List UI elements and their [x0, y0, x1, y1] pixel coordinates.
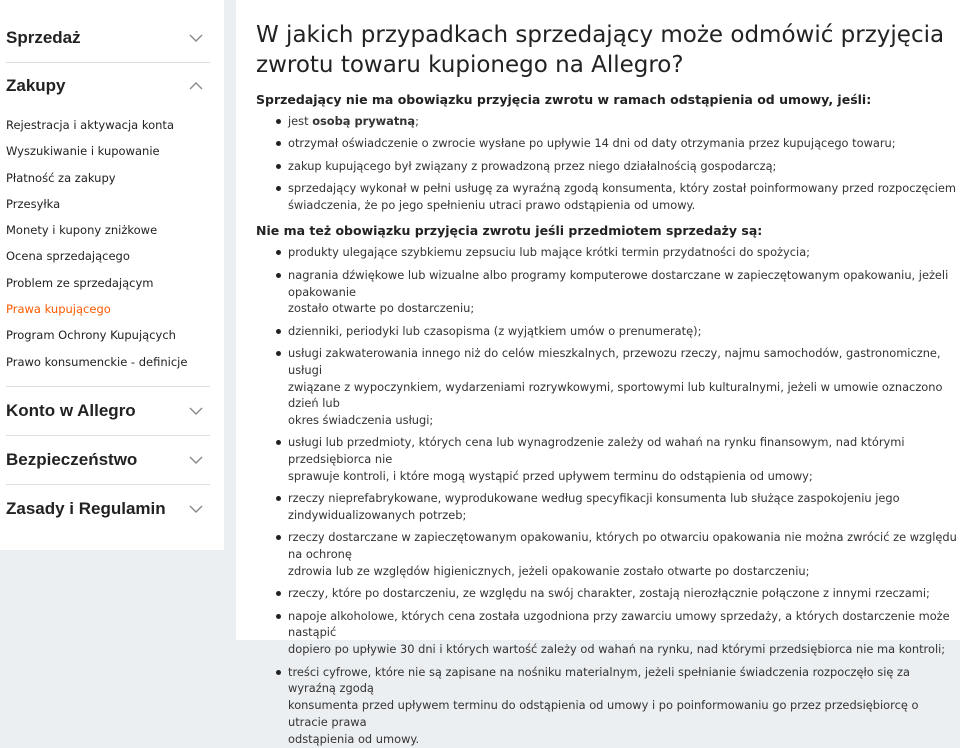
- chevron-down-icon: [188, 30, 204, 46]
- sidebar-section-label: Zakupy: [6, 76, 66, 95]
- article-content: [236, 0, 960, 746]
- list-item: nagrania dźwiękowe lub wizualne albo programy komputerowe dostarczane w zapieczętowanym opakowaniu, jeżeli opakowanie zostało otwarte po dostarczeniu;: [256, 267, 960, 317]
- list-item: [256, 113, 960, 130]
- sidebar-collapsed-sections: [6, 386, 210, 533]
- sidebar-item-monety[interactable]: Monety i kupony zniżkowe: [6, 223, 158, 238]
- sidebar-section-label: Sprzedaż: [6, 28, 81, 47]
- list-item: produkty ulegające szybkiemu zepsuciu lub mające krótki termin przydatności do spożycia;: [256, 244, 960, 261]
- sidebar-section-header-zakupy[interactable]: [6, 62, 210, 110]
- sidebar-item-platnosc[interactable]: Płatność za zakupy: [6, 170, 116, 185]
- page-title: W jakich przypadkach sprzedający może odmówić przyjęcia zwrotu towaru kupionego na Allegro?: [256, 22, 945, 78]
- list-item: zakup kupującego był związany z prowadzoną przez niego działalnością gospodarczą;: [256, 158, 960, 175]
- section-heading: Nie ma też obowiązku przyjęcia zwrotu jeśli przedmiotem sprzedaży są:: [256, 223, 763, 239]
- section-heading: Sprzedający nie ma obowiązku przyjęcia zwrotu w ramach odstąpienia od umowy, jeśli:: [256, 92, 872, 107]
- sidebar-item-prawo-konsumenckie[interactable]: Prawo konsumenckie - definicje: [6, 354, 188, 369]
- sidebar-sublist-zakupy: [6, 110, 210, 387]
- sidebar-section-zakupy: [6, 62, 210, 387]
- sidebar-item-problem[interactable]: Problem ze sprzedającym: [6, 275, 154, 290]
- list-item: treści cyfrowe, które nie są zapisane na nośniku materialnym, jeżeli spełnianie świadczenia rozpoczęło się za wyraźną zgodą konsumenta przed upływem terminu do odstąpienia od umowy i po poinformowaniu go przez przedsiębiorcę o utracie prawa odstąpienia od umowy.: [256, 664, 960, 748]
- list-item: rzeczy, które po dostarczeniu, ze względu na swój charakter, zostają nierozłącznie połączone z innymi rzeczami;: [256, 585, 960, 602]
- list-item: sprzedający wykonał w pełni usługę za wyraźną zgodą konsumenta, który został poinformowany przed rozpoczęciem świadczenia, że po jego spełnieniu utraci prawo odstąpienia od umowy.: [256, 180, 960, 214]
- list-item: usługi zakwaterowania innego niż do celów mieszkalnych, przewozu rzeczy, najmu samochodów, gastronomiczne, usługi związane z wypoczynkiem, wydarzeniami rozrywkowymi, sportowymi lub kulturalnymi, jeżeli w umowie oznaczono dzień lub okres świadczenia usługi;: [256, 345, 960, 429]
- text-fragment: jest: [288, 114, 313, 128]
- sidebar-item-wyszukiwanie[interactable]: Wyszukiwanie i kupowanie: [6, 144, 160, 159]
- list-item: napoje alkoholowe, których cena została uzgodniona przy zawarciu umowy sprzedaży, a których dostarczenie może nastąpić dopiero po upływie 30 dni i których wartość zależy od wahań na rynku, nad którymi przedsiębiorca nie ma kontroli;: [256, 608, 960, 658]
- chevron-down-icon: [188, 501, 204, 517]
- sidebar-item-ocena[interactable]: Ocena sprzedającego: [6, 249, 130, 264]
- list-item: usługi lub przedmioty, których cena lub wynagrodzenie zależy od wahań na rynku finansowym, nad którymi przedsiębiorca nie sprawuje kontroli, i które mogą wystąpić przed upływem terminu do odstąpienia od umowy;: [256, 434, 960, 484]
- chevron-up-icon: [188, 78, 204, 94]
- sidebar-item-przesylka[interactable]: Przesyłka: [6, 196, 61, 211]
- list-item: otrzymał oświadczenie o zwrocie wysłane po upływie 14 dni od daty otrzymania przez kupującego towaru;: [256, 135, 960, 152]
- text-fragment-bold: osobą prywatną: [312, 114, 416, 128]
- sidebar-section-header-konto[interactable]: [6, 387, 210, 435]
- sidebar-section-label: Zasady i Regulamin: [6, 499, 166, 518]
- list-item: rzeczy nieprefabrykowane, wyprodukowane według specyfikacji konsumenta lub służące zaspokojeniu jego zindywidualizowanych potrzeb;: [256, 490, 960, 524]
- bullet-list-section1: [256, 113, 960, 213]
- list-item: rzeczy dostarczane w zapieczętowanym opakowaniu, których po otwarciu opakowania nie można zwrócić ze względu na ochronę zdrowia lub ze względów higienicznych, jeżeli opakowanie zostało otwarte po dostarczeniu;: [256, 529, 960, 579]
- sidebar-section-label: Konto w Allegro: [6, 401, 136, 420]
- sidebar-item-program-ochrony[interactable]: Program Ochrony Kupujących: [6, 328, 176, 343]
- list-item: dzienniki, periodyki lub czasopisma (z wyjątkiem umów o prenumeratę);: [256, 323, 960, 340]
- chevron-down-icon: [188, 452, 204, 468]
- sidebar-item-rejestracja[interactable]: Rejestracja i aktywacja konta: [6, 118, 174, 132]
- text-fragment: ;: [415, 114, 419, 128]
- help-sidebar: [0, 0, 224, 550]
- sidebar-section-sprzedaz: [6, 14, 210, 63]
- sidebar-item-prawa-kupujacego[interactable]: Prawa kupującego: [6, 302, 111, 317]
- sidebar-section-label: Bezpieczeństwo: [6, 450, 138, 469]
- chevron-down-icon: [188, 403, 204, 419]
- sidebar-section-header-bezpieczenstwo[interactable]: [6, 436, 210, 484]
- sidebar-section-header-zasady[interactable]: [6, 485, 210, 533]
- sidebar-section-header-sprzedaz[interactable]: [6, 14, 210, 62]
- bullet-list-section2: [256, 244, 960, 747]
